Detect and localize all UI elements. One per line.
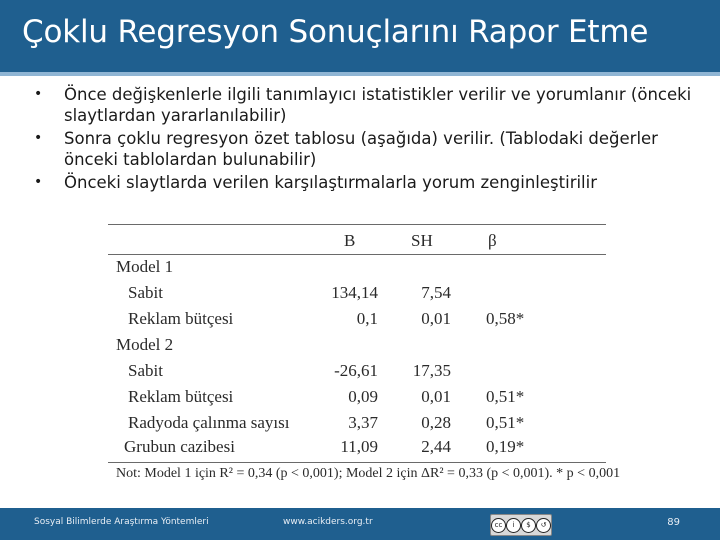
cell-beta: 0,58* <box>486 309 525 328</box>
cc-license-icon <box>490 514 552 536</box>
table-note: Not: Model 1 için R² = 0,34 (p < 0,001); Model 2 için ΔR² = 0,33 (p < 0,001). * p < 0,001 <box>116 466 621 481</box>
cell-b: 0,09 <box>348 387 378 406</box>
row-label: Radyoda çalınma sayısı <box>128 413 290 432</box>
cell-b: 0,1 <box>356 309 378 328</box>
cell-sh: 7,54 <box>421 283 451 302</box>
slide-footer <box>0 508 720 540</box>
footer-url: www.acikders.org.tr <box>283 517 373 527</box>
cell-b: -26,61 <box>334 361 378 380</box>
row-label: Model 1 <box>116 257 174 276</box>
footer-course-name: Sosyal Bilimlerde Araştırma Yöntemleri <box>34 517 209 527</box>
bullet-text: Sonra çoklu regresyon özet tablosu (aşağıda) verilir. (Tablodaki değerler önceki tablolardan bulunabilir) <box>64 129 658 169</box>
page-number: 89 <box>667 517 680 528</box>
table-row <box>108 283 606 309</box>
bullet-item <box>28 128 698 170</box>
row-label: Model 2 <box>116 335 174 354</box>
cell-b: 11,09 <box>340 437 378 456</box>
table-row <box>108 387 606 413</box>
bullet-list <box>28 84 698 195</box>
header-beta: β <box>488 231 497 250</box>
table-row <box>108 309 606 335</box>
by-icon: i <box>506 518 521 533</box>
table-row <box>108 335 606 361</box>
cell-b: 3,37 <box>348 413 378 432</box>
sa-icon: ↺ <box>536 518 551 533</box>
slide-title-bar <box>0 0 720 72</box>
table-row <box>108 413 606 439</box>
cell-b: 134,14 <box>331 283 378 302</box>
slide-title: Çoklu Regresyon Sonuçlarını Rapor Etme <box>22 14 649 50</box>
nc-icon: $ <box>521 518 536 533</box>
row-label: Grubun cazibesi <box>124 437 235 456</box>
cell-sh: 2,44 <box>421 437 451 456</box>
bullet-text: Önceki slaytlarda verilen karşılaştırmalarla yorum zenginleştirilir <box>64 173 598 192</box>
cell-sh: 0,28 <box>421 413 451 432</box>
table-row <box>108 437 606 463</box>
bullet-text: Önce değişkenlerle ilgili tanımlayıcı istatistikler verilir ve yorumlanır (önceki slaytlardan yararlanılabilir) <box>64 85 692 125</box>
row-label: Sabit <box>128 361 163 380</box>
table-top-rule <box>108 224 606 225</box>
cell-beta: 0,51* <box>486 413 525 432</box>
row-label: Sabit <box>128 283 163 302</box>
bullet-dot-icon: • <box>34 130 43 146</box>
cc-icon: cc <box>491 518 506 533</box>
cell-sh: 0,01 <box>421 387 451 406</box>
bullet-item <box>28 172 698 193</box>
header-sh: SH <box>411 231 433 250</box>
row-label: Reklam bütçesi <box>128 387 234 406</box>
cell-sh: 0,01 <box>421 309 451 328</box>
header-b: B <box>344 231 356 250</box>
table-bottom-rule <box>108 462 606 463</box>
table-row <box>108 257 606 283</box>
regression-table <box>108 224 621 489</box>
cell-beta: 0,51* <box>486 387 525 406</box>
bullet-dot-icon: • <box>34 174 43 190</box>
table-row <box>108 361 606 387</box>
bullet-dot-icon: • <box>34 86 43 102</box>
cell-sh: 17,35 <box>412 361 451 380</box>
table-header-rule <box>108 254 606 255</box>
cell-beta: 0,19* <box>486 437 525 456</box>
title-divider <box>0 72 720 76</box>
row-label: Reklam bütçesi <box>128 309 234 328</box>
bullet-item <box>28 84 698 126</box>
